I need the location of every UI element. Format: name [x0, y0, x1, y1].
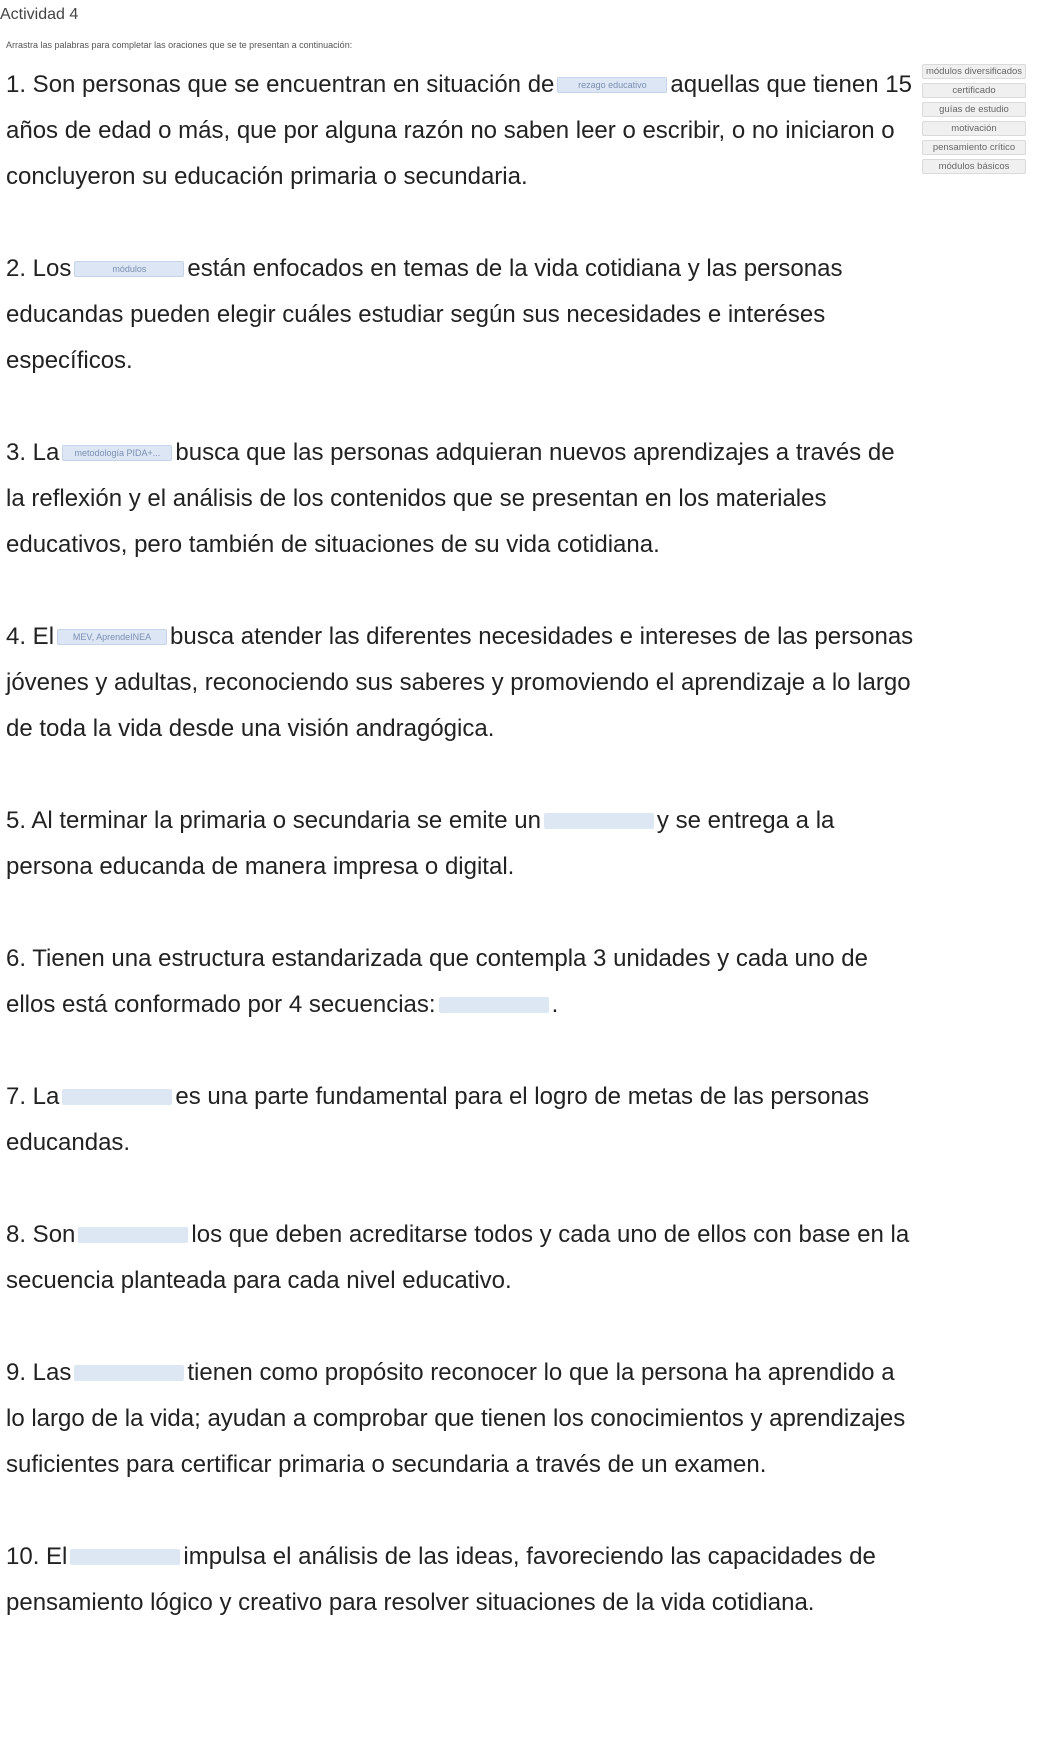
drop-blank-4[interactable]: MEV, AprendeINEA [57, 629, 167, 645]
question-text-before: 6. Tienen una estructura estandarizada que contempla 3 unidades y cada uno de ellos está conformado por 4 secuencias: [6, 945, 868, 1018]
question-text-after: impulsa el análisis de las ideas, favoreciendo las capacidades de pensamiento lógico y creativo para resolver situaciones de la vida cotidiana. [6, 1543, 876, 1616]
drop-blank-5[interactable] [544, 813, 654, 829]
question-text-after: tienen como propósito reconocer lo que la persona ha aprendido a lo largo de la vida; ayudan a comprobar que tienen los conocimientos y aprendizajes suficientes para certificar primaria o secundaria a través de un examen. [6, 1359, 906, 1478]
question-text-before: 10. El [6, 1543, 68, 1570]
drop-blank-7[interactable] [62, 1089, 172, 1105]
question-text-before: 5. Al terminar la primaria o secundaria se emite un [6, 807, 541, 834]
question-text-after: están enfocados en temas de la vida cotidiana y las personas educandas pueden elegir cuáles estudiar según sus necesidades e interéses específicos. [6, 255, 843, 374]
drop-blank-9[interactable] [74, 1365, 184, 1381]
drop-blank-2[interactable]: módulos [74, 261, 184, 277]
drop-blank-6[interactable] [439, 997, 549, 1013]
question-8 [6, 1212, 914, 1304]
word-chip-modulos-diversificados[interactable]: módulos diversificados [922, 64, 1026, 79]
question-text-before: 9. Las [6, 1359, 72, 1386]
question-7 [6, 1074, 914, 1166]
question-text-after: aquellas que tienen 15 años de edad o más, que por alguna razón no saben leer o escribir, o no iniciaron o concluyeron su educación primaria o secundaria. [6, 71, 912, 190]
question-text-before: 7. La [6, 1083, 60, 1110]
question-5 [6, 798, 914, 890]
question-text-after: busca que las personas adquieran nuevos aprendizajes a través de la reflexión y el análisis de los contenidos que se presentan en los materiales educativos, pero también de situaciones de su vida cotidiana. [6, 439, 895, 558]
word-chip-pensamiento-critico[interactable]: pensamiento crítico [922, 140, 1026, 155]
question-text-before: 2. Los [6, 255, 72, 282]
question-10 [6, 1534, 914, 1626]
question-text-after: . [551, 991, 559, 1018]
drop-blank-8[interactable] [78, 1227, 188, 1243]
word-chip-modulos-basicos[interactable]: módulos básicos [922, 159, 1026, 174]
word-bank [922, 64, 1026, 178]
questions-list [6, 62, 914, 1672]
question-2 [6, 246, 914, 384]
instructions-text: Arrastra las palabras para completar las oraciones que se te presentan a continuación: [6, 40, 353, 50]
question-text-after: y se entrega a la persona educanda de manera impresa o digital. [6, 807, 835, 880]
word-chip-guias-de-estudio[interactable]: guías de estudio [922, 102, 1026, 117]
activity-title: Actividad 4 [0, 6, 79, 23]
question-text-before: 4. El [6, 623, 55, 650]
question-text-before: 8. Son [6, 1221, 76, 1248]
question-text-after: busca atender las diferentes necesidades e intereses de las personas jóvenes y adultas, reconociendo sus saberes y promoviendo el aprendizaje a lo largo de toda la vida desde una visión andragógica. [6, 623, 914, 742]
question-9 [6, 1350, 914, 1488]
word-chip-motivacion[interactable]: motivación [922, 121, 1026, 136]
question-text-after: es una parte fundamental para el logro de metas de las personas educandas. [6, 1083, 870, 1156]
question-1 [6, 62, 914, 200]
question-text-before: 1. Son personas que se encuentran en situación de [6, 71, 555, 98]
drop-blank-1[interactable]: rezago educativo [557, 77, 667, 93]
word-chip-certificado[interactable]: certificado [922, 83, 1026, 98]
question-3 [6, 430, 914, 568]
drop-blank-3[interactable]: metodología PIDA+... [62, 445, 172, 461]
drop-blank-10[interactable] [70, 1549, 180, 1565]
question-text-before: 3. La [6, 439, 60, 466]
question-text-after: los que deben acreditarse todos y cada uno de ellos con base en la secuencia planteada para cada nivel educativo. [6, 1221, 910, 1294]
question-4 [6, 614, 914, 752]
question-6 [6, 936, 914, 1028]
